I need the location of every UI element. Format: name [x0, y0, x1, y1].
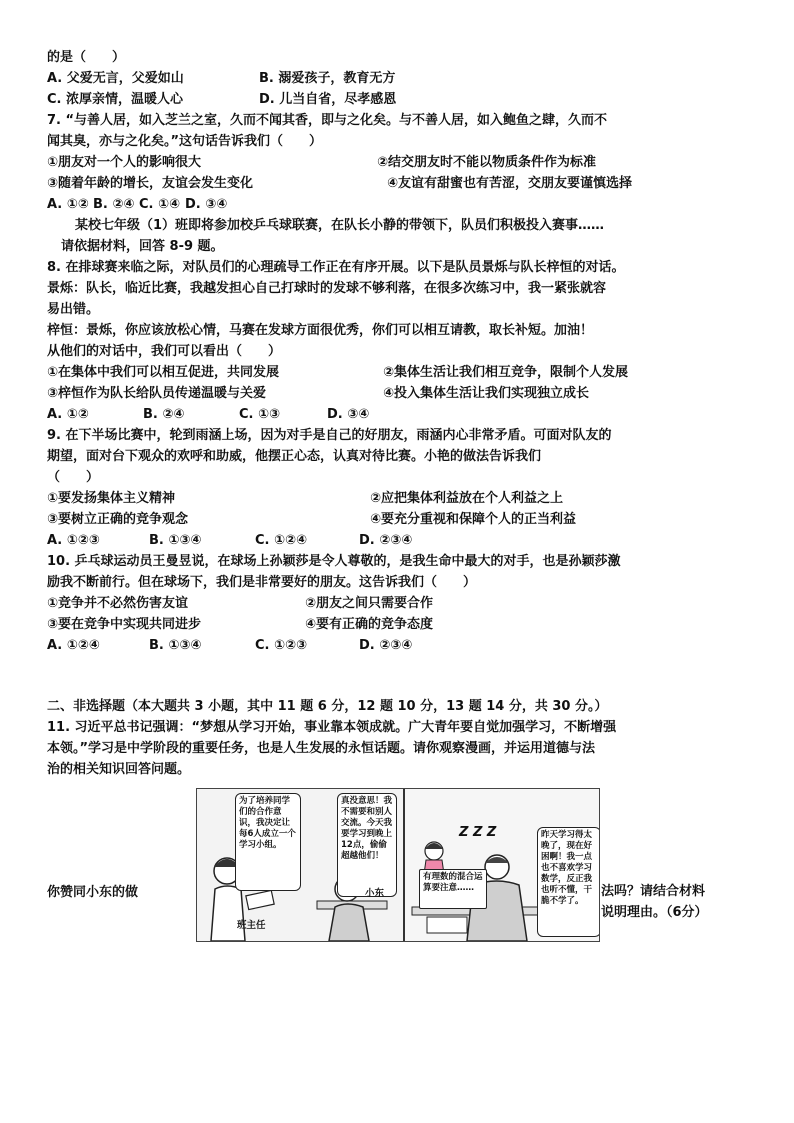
q9-stem-line-2: 期望，面对台下观众的欢呼和助威，他摆正心态，认真对待比赛。小艳的做法告诉我们: [47, 449, 542, 464]
q10-answer-b: B. ①③④: [149, 638, 202, 653]
q9-items-row-1: [47, 490, 754, 508]
q9-stem-line-3: （ ）: [47, 470, 100, 485]
q8-stem-line-1: 8. 在排球赛来临之际，对队员们的心理疏导工作正在有序开展。以下是队员景烁与队长梓恒的对话。: [47, 260, 625, 275]
q6-option-c: C. 浓厚亲情，温暖人心: [47, 92, 184, 107]
blackboard-text: 有理数的混合运算要注意……: [419, 869, 487, 909]
q9-item-4: ④要充分重视和保障个人的正当利益: [370, 512, 577, 527]
q7-item-4: ④友谊有甜蜜也有苦涩，交朋友要谨慎选择: [387, 176, 633, 191]
q8-dialog-line-2: 易出错。: [47, 302, 100, 317]
q10-item-1: ①竞争并不必然伤害友谊: [47, 596, 189, 611]
q10-answer-a: A. ①②④: [47, 638, 100, 653]
q8-answer-b: B. ②④: [143, 407, 185, 422]
q8-answer-a: A. ①②: [47, 407, 89, 422]
q10-answer-d: D. ②③④: [359, 638, 413, 653]
q10-item-2: ②朋友之间只需要合作: [305, 596, 434, 611]
q7-stem-line-1: 7. “与善人居，如入芝兰之室，久而不闻其香，即与之化矣。与不善人居，如入鲍鱼之肆，久而不: [47, 113, 608, 128]
q6-option-a: A. 父爱无言，父爱如山: [47, 71, 184, 86]
q9-answer-c: C. ①②④: [255, 533, 308, 548]
q7-answer-a: A. ①②: [47, 197, 89, 212]
q10-items-row-2: [47, 616, 754, 634]
q9-item-1: ①要发扬集体主义精神: [47, 491, 176, 506]
q8-items-row-1: [47, 364, 754, 382]
q7-answer-b: B. ②④: [93, 197, 135, 212]
student-label: 小东: [365, 888, 385, 899]
sleep-thought-bubble: 昨天学习得太晚了，现在好困啊！我一点也不喜欢学习数学，反正我也听不懂，干脆不学了。: [537, 827, 600, 937]
q10-item-3: ③要在竞争中实现共同进步: [47, 617, 202, 632]
q9-item-3: ③要树立正确的竞争观念: [47, 512, 189, 527]
q7-answer-d: D. ③④: [185, 197, 228, 212]
q9-answers: [47, 532, 754, 550]
student-thought-bubble: 真没意思！我不需要和别人交流。今天我要学习到晚上12点，偷偷超越他们！: [337, 793, 397, 897]
material-line-1: 某校七年级（1）班即将参加校乒乓球联赛，在队长小静的带领下，队员们积极投入赛事……: [75, 218, 605, 233]
q6-stem-end: 的是（ ）: [47, 50, 126, 65]
q7-stem-line-2: 闻其臭，亦与之化矣。”这句话告诉我们（ ）: [47, 134, 323, 149]
q9-answer-a: A. ①②③: [47, 533, 100, 548]
q8-items-row-2: [47, 385, 754, 403]
q7-items-row-1: [47, 154, 754, 172]
q10-item-4: ④要有正确的竞争态度: [305, 617, 434, 632]
open-book: [427, 917, 467, 933]
student-body: [329, 904, 369, 941]
section-2-title: 二、非选择题（本大题共 3 小题，其中 11 题 6 分，12 题 10 分，13 题 14 分，共 30 分。）: [47, 699, 608, 714]
q11-ask-right-1: 法吗？请结合材料: [601, 884, 706, 899]
q7-item-3: ③随着年龄的增长，友谊会发生变化: [47, 176, 254, 191]
q10-answers: [47, 637, 754, 655]
q9-answer-d: D. ②③④: [359, 533, 413, 548]
q6-options-row-1: [47, 70, 754, 88]
q10-stem-line-1: 10. 乒乓球运动员王曼昱说，在球场上孙颖莎是令人尊敬的，是我生命中最大的对手，也是孙颖莎激: [47, 554, 621, 569]
q6-options-row-2: [47, 91, 754, 109]
q7-answers: [47, 196, 754, 214]
comic-image: [196, 788, 600, 942]
q10-answer-c: C. ①②③: [255, 638, 308, 653]
q10-stem-line-2: 励我不断前行。但在球场下，我们是非常要好的朋友。这告诉我们（ ）: [47, 575, 477, 590]
teacher-body: [211, 886, 245, 941]
q8-dialog-line-3: 梓恒：景烁，你应该放松心情，马赛在发球方面很优秀，你们可以相互请教，取长补短。加油！: [47, 323, 594, 338]
q11-stem-line-3: 治的相关知识回答问题。: [47, 762, 191, 777]
comic-divider: [403, 789, 405, 941]
q8-answer-d: D. ③④: [327, 407, 370, 422]
sleep-zzz: Z Z Z: [459, 825, 497, 840]
q10-items-row-1: [47, 595, 754, 613]
material-line-2: 请依据材料，回答 8-9 题。: [61, 239, 224, 254]
q11-ask-right: [601, 881, 708, 923]
teacher-label: 班主任: [237, 920, 266, 931]
teacher-speech-bubble: 为了培养同学们的合作意识，我决定让每6人成立一个学习小组。: [235, 793, 301, 891]
q8-item-4: ④投入集体生活让我们实现独立成长: [383, 386, 590, 401]
q6-option-b: B. 溺爱孩子，教育无方: [259, 71, 396, 86]
q8-answers: [47, 406, 754, 424]
q6-option-d: D. 儿当自省，尽孝感恩: [259, 92, 397, 107]
q11-stem-line-1: 11. 习近平总书记强调：“梦想从学习开始，事业靠本领成就。广大青年要自觉加强学习，不断增强: [47, 720, 617, 735]
q11-ask-left: 你赞同小东的做: [47, 885, 139, 900]
q9-items-row-2: [47, 511, 754, 529]
q7-items-row-2: [47, 175, 754, 193]
q9-item-2: ②应把集体利益放在个人利益之上: [370, 491, 564, 506]
q11-stem-line-2: 本领。”学习是中学阶段的重要任务，也是人生发展的永恒话题。请你观察漫画，并运用道德与法: [47, 741, 596, 756]
q8-answer-c: C. ①③: [239, 407, 281, 422]
q7-item-2: ②结交朋友时不能以物质条件作为标准: [377, 155, 597, 170]
q11-ask-right-2: 说明理由。（6分）: [601, 905, 708, 920]
q9-answer-b: B. ①③④: [149, 533, 202, 548]
q7-answer-c: C. ①④: [139, 197, 181, 212]
q8-dialog-line-1: 景烁：队长，临近比赛，我越发担心自己打球时的发球不够利落，在很多次练习中，我一紧张就容: [47, 281, 607, 296]
q8-item-3: ③梓恒作为队长给队员传递温暖与关爱: [47, 386, 267, 401]
q8-question: 从他们的对话中，我们可以看出（ ）: [47, 344, 282, 359]
q9-stem-line-1: 9. 在下半场比赛中，轮到雨涵上场，因为对手是自己的好朋友，雨涵内心非常矛盾。可面对队友的: [47, 428, 612, 443]
q8-item-2: ②集体生活让我们相互竞争，限制个人发展: [383, 365, 629, 380]
q8-item-1: ①在集体中我们可以相互促进，共同发展: [47, 365, 280, 380]
q7-item-1: ①朋友对一个人的影响很大: [47, 155, 202, 170]
